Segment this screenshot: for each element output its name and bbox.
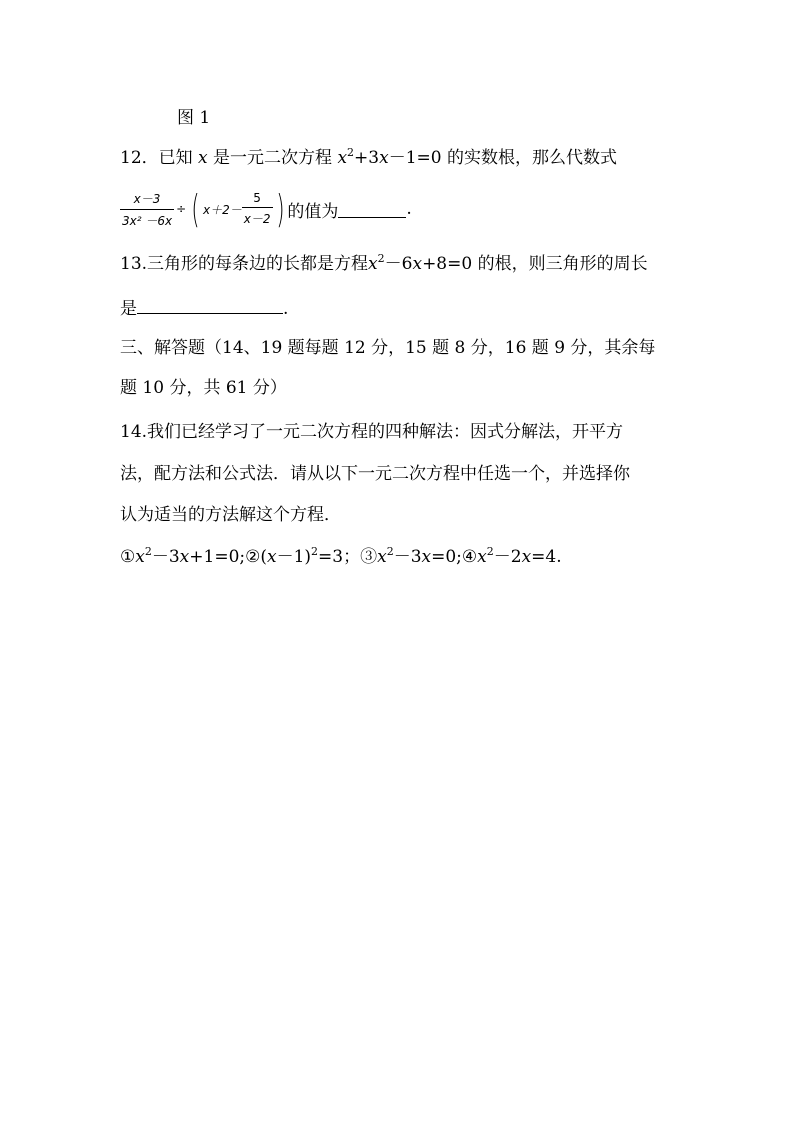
answer-blank-13[interactable] <box>137 296 283 314</box>
figure-caption: 图 1 <box>177 108 211 128</box>
fraction-1: $\frac{x-3}{\text{3x² －6x}}$ <box>122 191 173 228</box>
question-14-line-2: 法，配方法和公式法．请从以下一元二次方程中任选一个，并选择你 <box>120 464 630 484</box>
right-paren: ) <box>275 187 284 231</box>
question-12-expression: $\frac{x-3}{\text{3x² －6x}}$ ÷ ( x＋2－ $\frac{5}{x-2}$ ) 的值为 . <box>122 187 412 231</box>
question-13-line-1: 13.三角形的每条边的长都是方程$x^2-6x+8=0$ 的根，则三角形的周长 <box>120 252 648 274</box>
question-14-equations: $①x^2-3x+1=0;②(x-1)^2=3$；$③x^2-3x=0;④x^2-2x=4$. <box>120 545 562 567</box>
q12-text: 12．已知 x 是一元二次方程 $x^2+3x-1=0$ 的实数根，那么代数式 <box>120 146 617 168</box>
fraction-2: $\frac{5}{x-2}$ <box>243 191 271 226</box>
answer-blank-12[interactable] <box>338 200 406 218</box>
section-3-heading-line-1: 三、解答题（14、19 题每题 12 分，15 题 8 分，16 题 9 分，其余每 <box>120 338 656 358</box>
question-13-line-2: 是 . <box>120 296 288 321</box>
question-14-line-1: 14.我们已经学习了一元二次方程的四种解法：因式分解法，开平方 <box>120 422 624 442</box>
question-14-line-3: 认为适当的方法解这个方程． <box>120 505 341 525</box>
question-12-line-1 <box>120 146 676 170</box>
section-3-heading-line-2: 题 10 分，共 61 分） <box>120 378 287 398</box>
left-paren: ( <box>191 187 200 231</box>
